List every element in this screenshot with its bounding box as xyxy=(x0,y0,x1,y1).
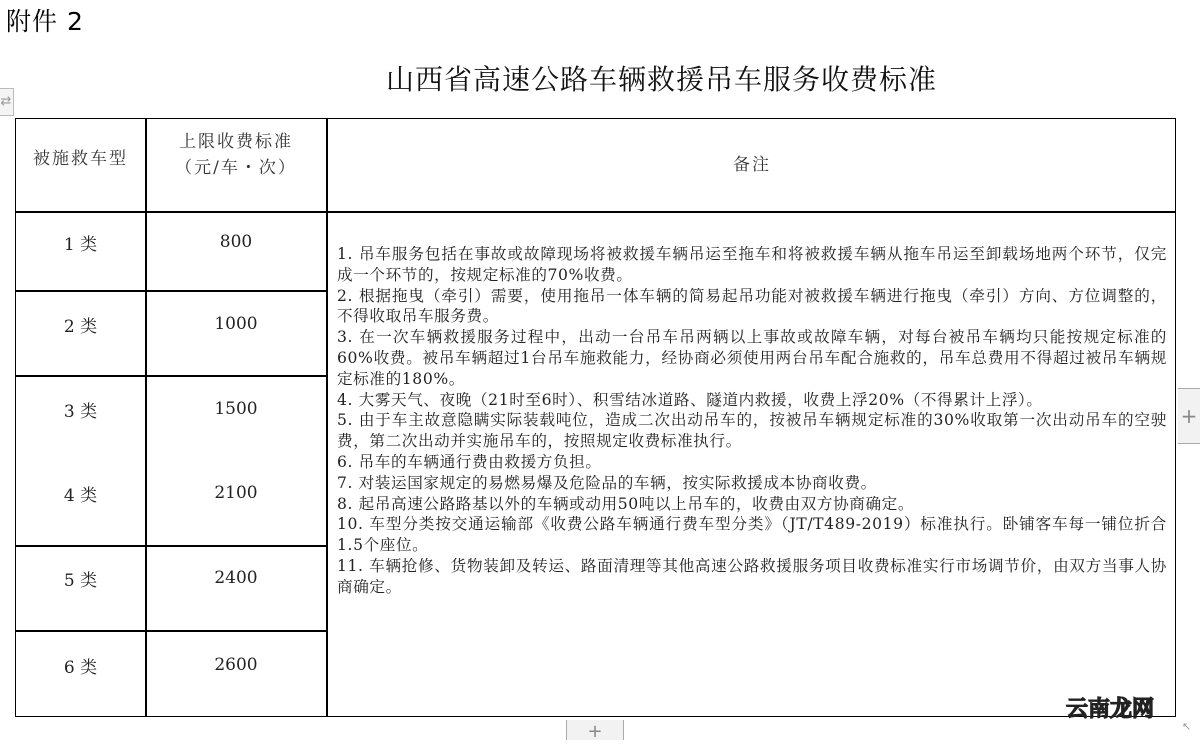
note-1: 1. 吊车服务包括在事故或故障现场将被救援车辆吊运至拖车和将被救援车辆从拖车吊运至卸载场地两个环节，仅完成一个环节的，按规定标准的70%收费。 xyxy=(337,245,1167,284)
attachment-label: 附件 2 xyxy=(6,7,84,36)
note-8: 8. 起吊高速公路路基以外的车辆或动用50吨以上吊车的，收费由双方协商确定。 xyxy=(337,494,915,513)
row-divider xyxy=(16,290,327,292)
row-3-fee: 1500 xyxy=(214,399,258,419)
note-3: 3. 在一次车辆救援服务过程中，出动一台吊车吊两辆以上事故或故障车辆，对每台被吊车辆均只能按规定标准的60%收费。被吊车辆超过1台吊车施救能力，经协商必须使用两台吊车配合施救的，吊车总费用不得超过被吊车辆规定标准的180%。 xyxy=(337,328,1167,388)
watermark-part1: 云南 xyxy=(1066,697,1111,722)
header-vehicle-type xyxy=(16,119,145,199)
document-title: 山西省高速公路车辆救援吊车服务收费标准 xyxy=(386,63,938,96)
row-5-fee: 2400 xyxy=(214,568,258,588)
add-row-button[interactable] xyxy=(566,720,624,740)
resize-arrow-icon: ↖ xyxy=(1182,720,1192,733)
note-5: 5. 由于车主故意隐瞒实际装载吨位，造成二次出动吊车的，按被吊车辆规定标准的30%收取第一次出动吊车的空驶费，第二次出动并实施吊车的，按照规定收费标准执行。 xyxy=(337,411,1167,451)
row-6-fee: 2600 xyxy=(214,655,258,675)
header-fee-standard xyxy=(146,119,326,191)
watermark-logo xyxy=(1066,692,1154,723)
note-4: 4. 大雾天气、夜晚（21时至6时）、积雪结冰道路、隧道内救援，收费上浮20%（不得累计上浮）。 xyxy=(337,390,1043,409)
add-column-button[interactable] xyxy=(1178,388,1200,444)
note-2: 2. 根据拖曳（牵引）需要，使用拖吊一体车辆的简易起吊功能对被救援车辆进行拖曳（牵引）方向、方位调整的，不得收取吊车服务费。 xyxy=(337,286,1167,326)
row-4-type: 4 类 xyxy=(63,485,98,506)
plus-icon: + xyxy=(587,721,603,742)
row-2-fee: 1000 xyxy=(214,314,258,334)
header-vehicle-type-text: 被施救车型 xyxy=(33,149,128,169)
row-3-type: 3 类 xyxy=(63,401,98,422)
table-move-handle[interactable] xyxy=(0,88,14,116)
header-remarks xyxy=(327,119,1177,211)
move-arrows-icon: ⇄ xyxy=(0,94,12,109)
header-remarks-text: 备注 xyxy=(733,155,771,175)
note-6: 6. 吊车的车辆通行费由救援方负担。 xyxy=(337,452,602,471)
note-7: 7. 对装运国家规定的易燃易爆及危险品的车辆，按实际救援成本协商收费。 xyxy=(337,473,877,492)
row-4-fee: 2100 xyxy=(214,483,258,503)
note-11: 11. 车辆抢修、货物装卸及转运、路面清理等其他高速公路救援服务项目收费标准实行市场调节价，由双方当事人协商确定。 xyxy=(337,556,1167,596)
header-fee-line2: （元/车・次） xyxy=(175,158,297,178)
row-divider xyxy=(16,545,327,547)
row-6-type: 6 类 xyxy=(63,657,98,678)
row-1-fee: 800 xyxy=(219,232,253,252)
note-10: 10. 车型分类按交通运输部《收费公路车辆通行费车型分类》（JT/T489-2019）标准执行。卧铺客车每一铺位折合1.5个座位。 xyxy=(337,515,1167,555)
row-divider xyxy=(16,211,1175,213)
row-2-type: 2 类 xyxy=(63,316,98,337)
remarks-notes xyxy=(337,244,1167,598)
row-divider xyxy=(16,630,327,632)
plus-icon: + xyxy=(1180,404,1198,428)
header-fee-line1: 上限收费标准 xyxy=(179,132,293,152)
table-resize-handle[interactable] xyxy=(1182,720,1196,734)
watermark-part2: 龙网 xyxy=(1110,697,1155,722)
row-1-type: 1 类 xyxy=(63,234,98,255)
row-5-type: 5 类 xyxy=(63,570,98,591)
row-divider xyxy=(16,375,327,377)
